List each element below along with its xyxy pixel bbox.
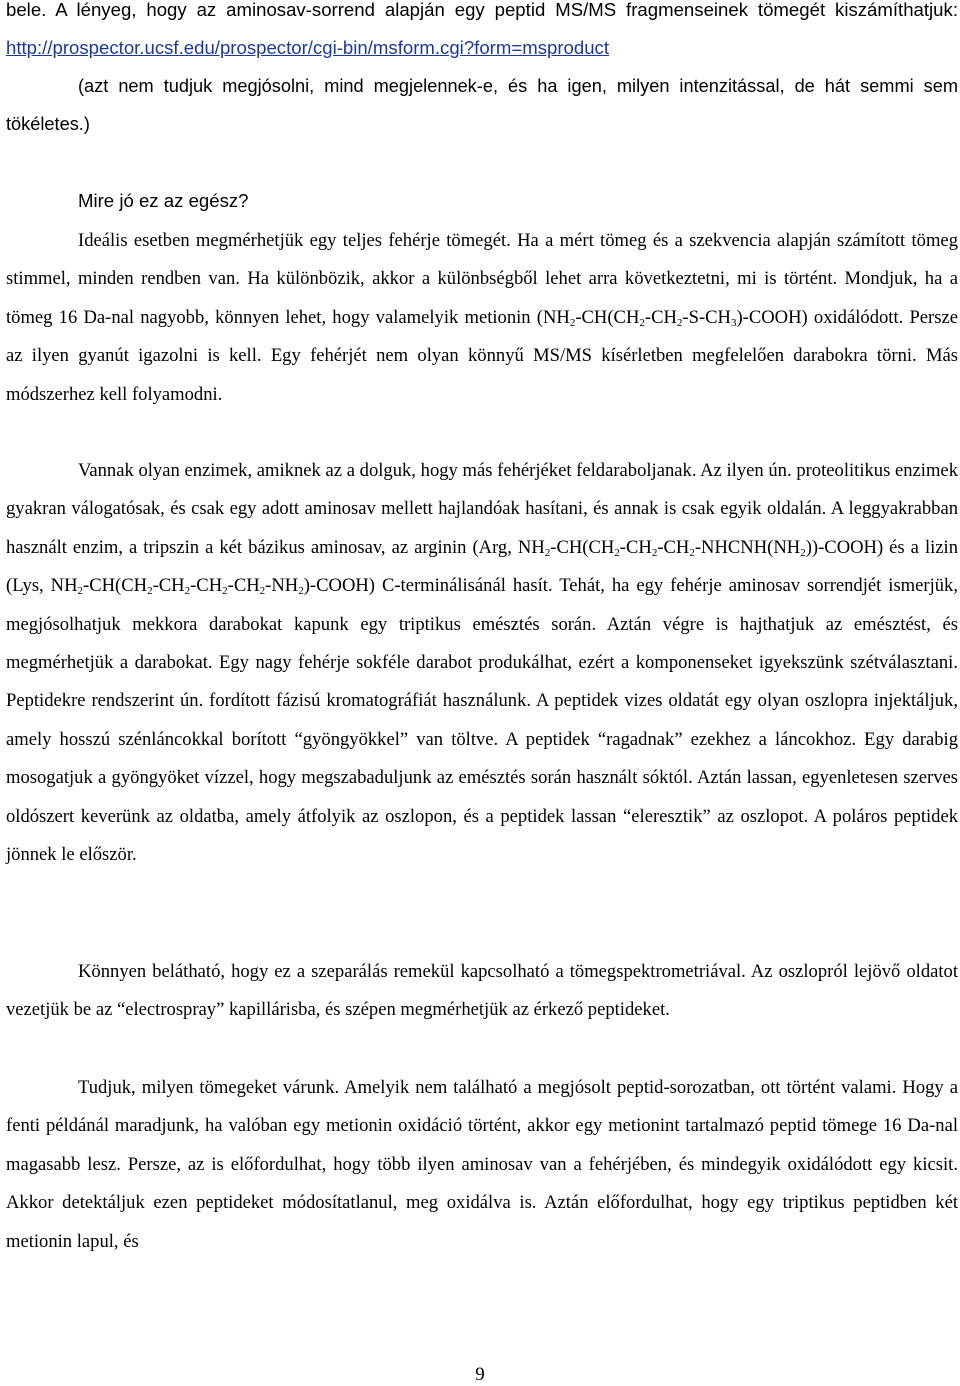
p5-text-h: -CH bbox=[152, 575, 185, 597]
paragraph-intro bbox=[6, 0, 958, 68]
p4-text-c: -CH bbox=[644, 306, 677, 328]
p5-text-l: )-COOH) C-terminálisánál hasít. Tehát, ha egy fehérje aminosav sorrendjét ismerjük, megjósolhatjuk mekkora darabokat kapunk egy triptikus emésztés során. Aztán végre is hajthatjuk az emésztést, és megmérhetjük a darabokat. Egy nagy fehérje sokféle darabot produkálhat, ezért a komponenseket igyekszünk szétválasztani. Peptidekre rendszerint ún. fordított fázisú kromatográfiát használunk. A peptidek vizes oldatát egy olyan oszlopra injektáljuk, amely hosszú szénláncokkal borított “gyöngyökkel” van töltve. A peptidek “ragadnak” ezekhez a láncokhoz. Egy darabig mosogatjuk a gyöngyöket vízzel, hogy megszabaduljunk az emésztés során használt sóktól. Aztán lassan, egyenletesen szerves oldószert keverünk az oldatba, amely átfolyik az oszlopon, és a peptidek lassan “eleresztik” az oszlopot. A poláros peptidek jönnek le először. bbox=[6, 575, 958, 866]
p5-text-i: -CH bbox=[190, 575, 223, 597]
subscript: 2 bbox=[184, 585, 191, 598]
page-number: 9 bbox=[475, 1364, 485, 1385]
prospector-link[interactable]: http://prospector.ucsf.edu/prospector/cgi-bin/msform.cgi?form=msproduct bbox=[6, 37, 610, 59]
subscript: 2 bbox=[800, 546, 806, 559]
intro-text: bele. A lényeg, hogy az aminosav-sorrend alapján egy peptid MS/MS fragmenseinek tömegét kiszámíthatjuk: bbox=[6, 0, 958, 20]
subscript: 2 bbox=[544, 546, 551, 559]
subscript: 2 bbox=[569, 316, 576, 329]
p5-text-d: -CH bbox=[657, 536, 690, 558]
paragraph-ideal bbox=[6, 222, 958, 414]
question-line: Mire jó ez az egész? bbox=[78, 190, 249, 211]
p5-text-k: -NH bbox=[265, 575, 299, 597]
p4-text-a: Ideális esetben megmérhetjük egy teljes fehérje tömegét. Ha a mért tömeg és a szekvencia alapján számított tömeg stimmel, minden rendben van. Ha különbözik, akkor a különbségből lehet arra következtetni, mi is történt. Mondjuk, ha a tömeg 16 Da-nal nagyobb, könnyen lehet, hogy valamelyik metionin (NH bbox=[6, 230, 958, 328]
p5-text-e: -NHCNH(NH bbox=[694, 536, 801, 558]
subscript: 2 bbox=[651, 546, 658, 559]
p5-text-b: -CH(CH bbox=[550, 536, 615, 558]
subscript: 2 bbox=[689, 546, 695, 559]
p4-text-b: -CH(CH bbox=[575, 306, 640, 328]
paragraph-note: (azt nem tudjuk megjósolni, mind megjelennek-e, és ha igen, milyen intenzitással, de hát semmi sem tökéletes.) bbox=[6, 76, 958, 135]
p5-text-g: -CH(CH bbox=[83, 575, 148, 597]
subscript: 2 bbox=[259, 585, 266, 598]
subscript: 2 bbox=[639, 316, 645, 329]
subscript: 2 bbox=[298, 585, 304, 598]
subscript: 2 bbox=[614, 546, 620, 559]
p4-text-e: )-COOH) oxidálódott. Persze az ilyen gyanút igazolni is kell. Egy fehérjét nem olyan könnyű MS/MS kísérletben megfelelően darabokra törni. Más módszerhez kell folyamodni. bbox=[6, 306, 958, 405]
p5-text-a: Vannak olyan enzimek, amiknek az a dolguk, hogy más fehérjéket feldaraboljanak. Az ilyen ún. proteolitikus enzimek gyakran válogatósak, és csak egy adott aminosav mellett hajlandóak hasítani, és annak is csak egyik oldalán. A leggyakrabban használt enzim, a tripszin a két bázikus aminosav, az arginin (Arg, NH bbox=[6, 460, 958, 558]
subscript: 2 bbox=[77, 585, 84, 598]
paragraph-masses: Tudjuk, milyen tömegeket várunk. Amelyik nem található a megjósolt peptid-sorozatban, ott történt valami. Hogy a fenti példánál maradjunk, ha valóban egy metionin oxidáció történt, akkor egy metionint tartalmazó peptid tömege 16 Da-nal magasabb lesz. Persze, az is előfordulhat, hogy több ilyen aminosav van a fehérjében, és mindegyik oxidálódott egy kicsit. Akkor detektáljuk ezen peptideket módosítatlanul, meg oxidálva is. Aztán előfordulhat, hogy egy triptikus peptidben két metionin lapul, és bbox=[6, 1077, 958, 1252]
paragraph-coupling: Könnyen belátható, hogy ez a szeparálás remekül kapcsolható a tömegspektrometriával. Az oszlopról lejövő oldatot vezetjük be az “electrospray” kapillárisba, és szépen megmérhetjük az érkező peptideket. bbox=[6, 961, 958, 1021]
subscript: 2 bbox=[676, 316, 683, 329]
subscript: 3 bbox=[730, 316, 737, 329]
p4-text-d: -S-CH bbox=[682, 306, 731, 328]
p5-text-j: -CH bbox=[227, 575, 260, 597]
paragraph-enzymes bbox=[6, 452, 958, 874]
subscript: 2 bbox=[147, 585, 153, 598]
p5-text-c: -CH bbox=[619, 536, 652, 558]
subscript: 2 bbox=[222, 585, 228, 598]
p5-text-f: ))-COOH) és a lizin (Lys, NH bbox=[6, 536, 958, 597]
